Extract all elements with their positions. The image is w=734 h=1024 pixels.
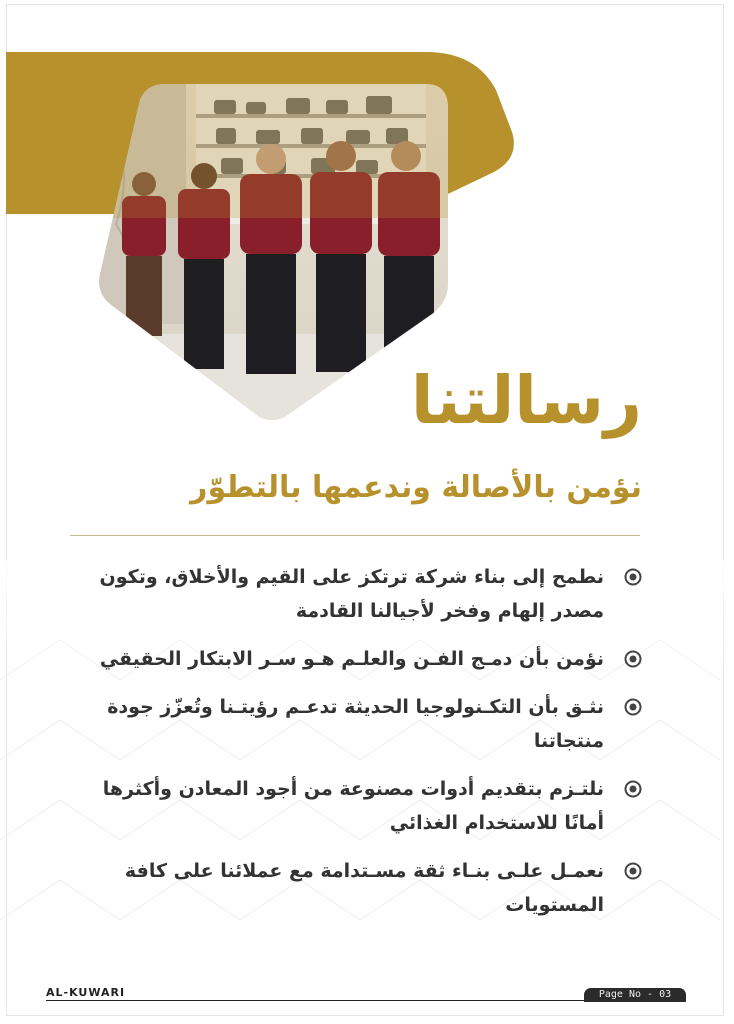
list-item [62,772,642,840]
bullet-circle-icon [624,862,642,880]
mission-list [62,560,642,936]
list-item-text: نلتـزم بتقديم أدوات مصنوعة من أجود المعادن وأكثرها أمانًا للاستخدام الغذائي [102,778,604,834]
divider [70,535,640,536]
bullet-circle-icon [624,698,642,716]
list-item-text: نعمـل علـى بنـاء ثقة مسـتدامة مع عملائنا على كافة المستويات [124,860,604,916]
list-item [62,690,642,758]
bullet-circle-icon [624,780,642,798]
page-number: Page No - 03 [584,988,686,1002]
list-item-text: نثـق بأن التكـنولوجيا الحديثة تدعـم رؤيتـنا وتُعزّز جودة منتجاتنا [107,696,604,752]
bullet-circle-icon [624,568,642,586]
page-subtitle: نؤمن بالأصالة وندعمها بالتطوّر [190,470,642,505]
footer-brand: AL-KUWARI [46,986,126,999]
team-photo [96,84,456,424]
list-item-text: نؤمن بأن دمـج الفـن والعلـم هـو سـر الابتكار الحقيقي [99,648,604,670]
page-title: رسالتنا [410,362,642,439]
list-item [62,854,642,922]
list-item [62,642,642,676]
list-item-text: نطمح إلى بناء شركة ترتكز على القيم والأخلاق، وتكون مصدر إلهام وفخر لأجيالنا القادمة [99,566,604,622]
list-item [62,560,642,628]
bullet-circle-icon [624,650,642,668]
